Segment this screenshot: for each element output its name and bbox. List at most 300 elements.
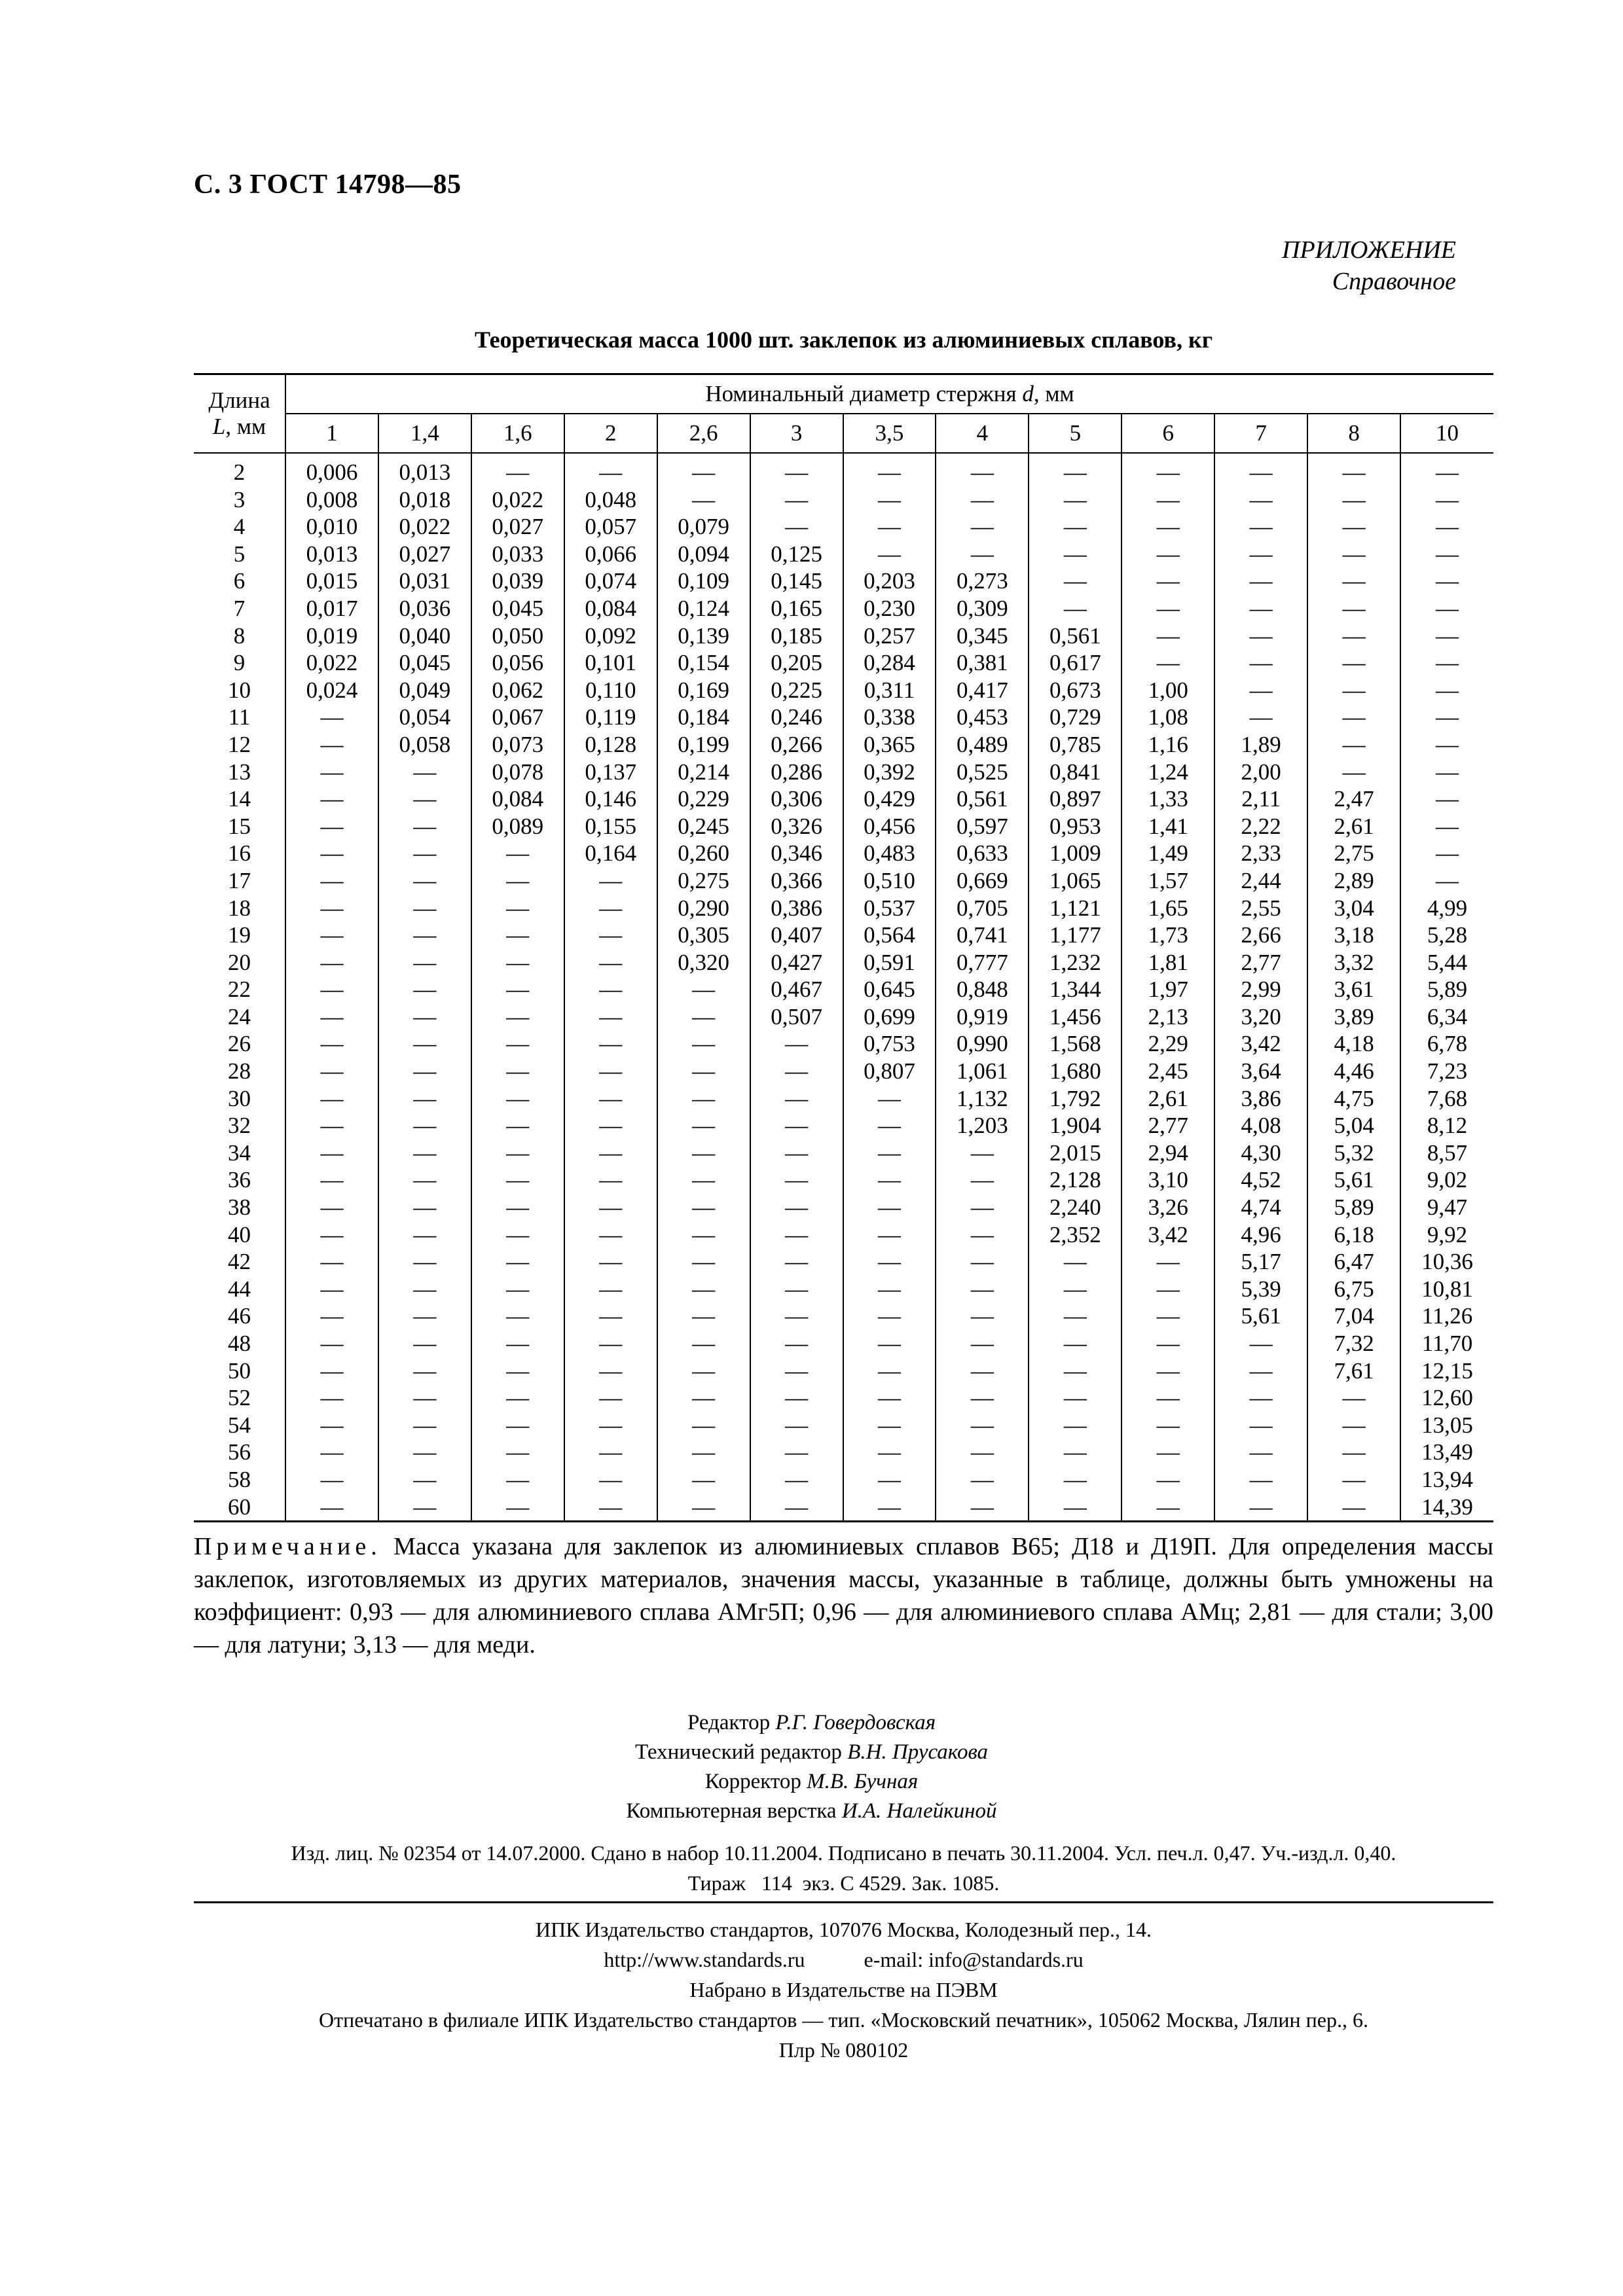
mass-cell: 0,019: [285, 622, 378, 650]
mass-cell: 0,561: [1029, 622, 1122, 650]
length-cell: 50: [228, 1357, 251, 1384]
mass-cell: 3,42: [1214, 1030, 1307, 1058]
credit-role: Корректор: [704, 1770, 807, 1793]
mass-cell: —: [1400, 759, 1493, 786]
mass-cell: —: [657, 1466, 750, 1494]
mass-cell: —: [1400, 704, 1493, 731]
mass-cell: 1,792: [1029, 1085, 1122, 1113]
mass-cell: 2,55: [1214, 895, 1307, 922]
mass-cell: —: [471, 1302, 564, 1330]
mass-cell: 0,199: [657, 731, 750, 759]
mass-cell: 13,49: [1400, 1439, 1493, 1466]
mass-cell: 1,89: [1214, 731, 1307, 759]
diameter-col-header: 3,5: [843, 414, 936, 453]
mass-cell: —: [378, 1357, 471, 1385]
mass-cell: —: [285, 759, 378, 786]
mass-cell: 0,050: [471, 622, 564, 650]
diameter-col-header: 2: [564, 414, 657, 453]
table-row: [194, 1330, 1493, 1357]
mass-cell: —: [378, 813, 471, 840]
mass-cell: 2,240: [1029, 1194, 1122, 1221]
length-header-var: L: [212, 414, 226, 439]
mass-cell: 0,184: [657, 704, 750, 731]
mass-cell: —: [1307, 595, 1400, 622]
mass-cell: 0,048: [564, 486, 657, 514]
mass-cell: 0,266: [750, 731, 843, 759]
mass-cell: —: [936, 1494, 1029, 1522]
table-row: [194, 1194, 1493, 1221]
mass-cell: —: [843, 1302, 936, 1330]
mass-cell: 0,145: [750, 567, 843, 595]
imprint-line1: Изд. лиц. № 02354 от 14.07.2000. Сдано в набор 10.11.2004. Подписано в печать 30.11.2004. Усл. печ.л. 0,47. Уч.-изд.л. 0,40.: [291, 1841, 1396, 1865]
length-cell: 6: [233, 568, 246, 594]
mass-cell: —: [285, 704, 378, 731]
mass-cell: —: [285, 895, 378, 922]
mass-cell: —: [1307, 486, 1400, 514]
mass-cell: 1,680: [1029, 1058, 1122, 1085]
mass-cell: —: [1122, 1384, 1214, 1412]
mass-cell: 6,47: [1307, 1248, 1400, 1276]
mass-cell: 0,537: [843, 895, 936, 922]
mass-cell: 1,121: [1029, 895, 1122, 922]
mass-cell: 0,467: [750, 976, 843, 1003]
table-row: [194, 813, 1493, 840]
table-row: [194, 677, 1493, 704]
credits: [0, 1708, 1623, 1826]
mass-cell: 0,039: [471, 567, 564, 595]
mass-cell: —: [564, 1248, 657, 1276]
mass-cell: 7,23: [1400, 1058, 1493, 1085]
length-cell: 12: [228, 731, 251, 757]
mass-cell: —: [1122, 1412, 1214, 1439]
mass-cell: —: [1307, 622, 1400, 650]
length-cell: 2: [233, 459, 246, 485]
mass-cell: —: [471, 1194, 564, 1221]
mass-cell: —: [564, 1412, 657, 1439]
mass-cell: —: [471, 1384, 564, 1412]
mass-cell: —: [1122, 622, 1214, 650]
mass-cell: 2,33: [1214, 840, 1307, 867]
mass-cell: 3,04: [1307, 895, 1400, 922]
table-row: [194, 649, 1493, 677]
mass-cell: —: [285, 731, 378, 759]
mass-cell: 0,346: [750, 840, 843, 867]
mass-cell: 0,230: [843, 595, 936, 622]
mass-cell: 0,124: [657, 595, 750, 622]
length-cell: 10: [228, 677, 251, 703]
length-cell: 38: [228, 1194, 251, 1221]
mass-cell: —: [1122, 486, 1214, 514]
mass-cell: —: [657, 1302, 750, 1330]
mass-cell: 12,60: [1400, 1384, 1493, 1412]
mass-cell: —: [1307, 731, 1400, 759]
mass-cell: —: [1214, 649, 1307, 677]
mass-cell: —: [1122, 453, 1214, 486]
mass-cell: 0,785: [1029, 731, 1122, 759]
mass-cell: —: [936, 1302, 1029, 1330]
mass-cell: 2,61: [1307, 813, 1400, 840]
mass-cell: —: [564, 1330, 657, 1357]
mass-cell: —: [1122, 567, 1214, 595]
mass-cell: 0,741: [936, 922, 1029, 949]
credit-editor: [0, 1708, 1623, 1738]
mass-cell: —: [657, 1166, 750, 1194]
mass-cell: —: [1400, 486, 1493, 514]
appendix-title: ПРИЛОЖЕНИЕ: [1282, 236, 1456, 264]
mass-cell: —: [657, 976, 750, 1003]
mass-cell: —: [657, 1085, 750, 1113]
mass-cell: 8,12: [1400, 1112, 1493, 1139]
mass-cell: 0,022: [471, 486, 564, 514]
mass-cell: —: [1307, 1384, 1400, 1412]
credit-name: В.Н. Прусакова: [847, 1740, 989, 1764]
mass-cell: 0,094: [657, 541, 750, 568]
mass-cell: —: [285, 1221, 378, 1249]
mass-cell: 0,309: [936, 595, 1029, 622]
mass-cell: 6,75: [1307, 1276, 1400, 1303]
mass-cell: 5,28: [1400, 922, 1493, 949]
mass-cell: 0,848: [936, 976, 1029, 1003]
mass-cell: 0,990: [936, 1030, 1029, 1058]
length-cell: 17: [228, 867, 251, 893]
mass-cell: —: [657, 1248, 750, 1276]
note-text: Масса указана для заклепок из алюминиевых сплавов В65; Д18 и Д19П. Для определения массы заклепок, изготовляемых из других материалов, значения массы, указанные в таблице, должны быть умножены на коэффициент: 0,93 — для алюминиевого сплава АМг5П; 0,96 — для алюминиевого сплава АМц; 2,81 — для стали; 3,00 — для латуни; 3,13 — для меди.: [194, 1533, 1493, 1659]
mass-cell: 0,597: [936, 813, 1029, 840]
mass-cell: —: [936, 1221, 1029, 1249]
note-label: Примечание.: [194, 1533, 382, 1560]
mass-cell: 0,084: [564, 595, 657, 622]
mass-cell: 1,232: [1029, 949, 1122, 977]
mass-cell: —: [285, 1003, 378, 1031]
mass-cell: —: [564, 1030, 657, 1058]
length-cell: 26: [228, 1031, 251, 1057]
mass-cell: —: [378, 895, 471, 922]
mass-cell: —: [378, 1030, 471, 1058]
mass-cell: 10,81: [1400, 1276, 1493, 1303]
mass-cell: —: [750, 1085, 843, 1113]
table-row: [194, 1276, 1493, 1303]
mass-cell: —: [1400, 785, 1493, 813]
mass-cell: —: [1400, 453, 1493, 486]
mass-cell: —: [285, 1058, 378, 1085]
mass-cell: 9,02: [1400, 1166, 1493, 1194]
length-cell: 7: [233, 595, 246, 621]
mass-cell: —: [1029, 453, 1122, 486]
mass-cell: —: [1214, 1466, 1307, 1494]
mass-cell: —: [1122, 1494, 1214, 1522]
mass-cell: 0,154: [657, 649, 750, 677]
mass-cell: —: [471, 1330, 564, 1357]
mass-cell: —: [564, 1439, 657, 1466]
mass-cell: —: [1400, 595, 1493, 622]
mass-cell: —: [936, 453, 1029, 486]
length-cell: 40: [228, 1221, 251, 1247]
diameter-col-header: 1,4: [378, 414, 471, 453]
mass-cell: —: [657, 1494, 750, 1522]
mass-cell: 0,036: [378, 595, 471, 622]
mass-cell: —: [1029, 541, 1122, 568]
length-cell: 42: [228, 1249, 251, 1275]
mass-cell: 3,64: [1214, 1058, 1307, 1085]
diameter-header-prefix: Номинальный диаметр стержня: [705, 381, 1023, 406]
mass-cell: —: [1122, 1302, 1214, 1330]
mass-cell: —: [750, 1330, 843, 1357]
mass-cell: 0,386: [750, 895, 843, 922]
mass-cell: 0,054: [378, 704, 471, 731]
mass-cell: —: [378, 1494, 471, 1522]
mass-cell: —: [285, 1439, 378, 1466]
mass-cell: 9,47: [1400, 1194, 1493, 1221]
mass-cell: —: [750, 1412, 843, 1439]
mass-cell: 0,320: [657, 949, 750, 977]
mass-cell: 0,897: [1029, 785, 1122, 813]
mass-cell: —: [657, 1276, 750, 1303]
length-cell: 34: [228, 1139, 251, 1166]
mass-cell: —: [657, 453, 750, 486]
length-cell: 19: [228, 922, 251, 948]
appendix-subtitle: Справочное: [1332, 268, 1456, 295]
footer-email[interactable]: e-mail: info@standards.ru: [864, 1948, 1084, 1971]
mass-cell: 0,110: [564, 677, 657, 704]
mass-cell: 0,338: [843, 704, 936, 731]
mass-cell: 2,22: [1214, 813, 1307, 840]
mass-cell: —: [657, 1330, 750, 1357]
table-row: [194, 1139, 1493, 1167]
credit-name: Р.Г. Говердовская: [775, 1711, 936, 1734]
table-row: [194, 541, 1493, 568]
mass-cell: 0,078: [471, 759, 564, 786]
mass-cell: —: [1029, 1466, 1122, 1494]
mass-cell: 0,564: [843, 922, 936, 949]
mass-cell: 0,169: [657, 677, 750, 704]
mass-cell: 0,165: [750, 595, 843, 622]
table-body: [194, 453, 1493, 1522]
mass-cell: 3,18: [1307, 922, 1400, 949]
table-row: [194, 567, 1493, 595]
mass-cell: —: [564, 453, 657, 486]
mass-cell: —: [936, 1139, 1029, 1167]
mass-cell: —: [378, 1003, 471, 1031]
mass-cell: 2,77: [1122, 1112, 1214, 1139]
mass-cell: —: [378, 1139, 471, 1167]
mass-cell: 11,70: [1400, 1330, 1493, 1357]
table-row: [194, 1357, 1493, 1385]
mass-cell: —: [564, 1058, 657, 1085]
mass-cell: —: [657, 1194, 750, 1221]
mass-cell: —: [285, 1194, 378, 1221]
diameter-col-header: 1,6: [471, 414, 564, 453]
mass-cell: 0,128: [564, 731, 657, 759]
table-row: [194, 486, 1493, 514]
mass-cell: —: [1307, 513, 1400, 541]
mass-cell: 0,306: [750, 785, 843, 813]
mass-cell: 0,510: [843, 867, 936, 895]
mass-cell: 0,633: [936, 840, 1029, 867]
length-cell: 60: [194, 1494, 285, 1522]
mass-cell: —: [564, 1003, 657, 1031]
mass-cell: 0,024: [285, 677, 378, 704]
footer-divider: [194, 1901, 1493, 1903]
mass-cell: 2,45: [1122, 1058, 1214, 1085]
mass-cell: —: [564, 1194, 657, 1221]
mass-cell: 1,456: [1029, 1003, 1122, 1031]
mass-cell: 0,525: [936, 759, 1029, 786]
mass-cell: —: [471, 1058, 564, 1085]
mass-cell: —: [843, 1139, 936, 1167]
mass-cell: —: [1307, 759, 1400, 786]
mass-cell: 5,39: [1214, 1276, 1307, 1303]
mass-cell: —: [1307, 704, 1400, 731]
mass-cell: —: [378, 1439, 471, 1466]
mass-cell: 2,29: [1122, 1030, 1214, 1058]
mass-cell: 0,205: [750, 649, 843, 677]
mass-cell: —: [1307, 1466, 1400, 1494]
diameter-header: [285, 374, 1493, 414]
mass-cell: —: [936, 1248, 1029, 1276]
mass-cell: —: [657, 486, 750, 514]
mass-cell: 1,16: [1122, 731, 1214, 759]
mass-cell: —: [378, 1112, 471, 1139]
mass-cell: —: [471, 1112, 564, 1139]
mass-cell: 3,32: [1307, 949, 1400, 977]
mass-cell: 0,125: [750, 541, 843, 568]
mass-cell: 6,18: [1307, 1221, 1400, 1249]
mass-cell: 11,26: [1400, 1302, 1493, 1330]
mass-cell: —: [936, 1194, 1029, 1221]
table-row: [194, 513, 1493, 541]
mass-cell: —: [471, 1494, 564, 1522]
mass-cell: 0,919: [936, 1003, 1029, 1031]
table-row: [194, 922, 1493, 949]
mass-cell: —: [843, 486, 936, 514]
mass-cell: —: [1029, 486, 1122, 514]
diameter-col-header: 4: [936, 414, 1029, 453]
length-cell: 32: [228, 1113, 251, 1139]
mass-cell: 1,009: [1029, 840, 1122, 867]
mass-cell: 3,61: [1307, 976, 1400, 1003]
mass-cell: 0,017: [285, 595, 378, 622]
mass-cell: —: [564, 867, 657, 895]
mass-cell: —: [471, 1248, 564, 1276]
mass-cell: —: [378, 1248, 471, 1276]
footer-url[interactable]: http://www.standards.ru: [604, 1948, 805, 1971]
mass-cell: —: [843, 1384, 936, 1412]
credit-name: И.А. Налейкиной: [841, 1799, 997, 1823]
mass-cell: —: [285, 1384, 378, 1412]
mass-cell: 0,092: [564, 622, 657, 650]
mass-cell: 2,00: [1214, 759, 1307, 786]
mass-cell: —: [1214, 622, 1307, 650]
mass-table: [194, 373, 1493, 1522]
mass-cell: 13,94: [1400, 1466, 1493, 1494]
credit-name: М.В. Бучная: [807, 1770, 919, 1793]
credit-layout: [0, 1797, 1623, 1826]
mass-cell: —: [285, 1276, 378, 1303]
mass-cell: 12,15: [1400, 1357, 1493, 1385]
mass-cell: —: [1400, 867, 1493, 895]
mass-cell: 0,146: [564, 785, 657, 813]
mass-cell: —: [378, 1221, 471, 1249]
credit-role: Компьютерная верстка: [626, 1799, 842, 1823]
mass-cell: 2,66: [1214, 922, 1307, 949]
appendix-label: [1282, 234, 1456, 297]
mass-cell: 4,30: [1214, 1139, 1307, 1167]
mass-cell: —: [1400, 541, 1493, 568]
table-row: [194, 949, 1493, 977]
mass-cell: 1,904: [1029, 1112, 1122, 1139]
mass-cell: 0,008: [285, 486, 378, 514]
mass-cell: 0,040: [378, 622, 471, 650]
mass-cell: 0,013: [285, 541, 378, 568]
mass-cell: —: [843, 1439, 936, 1466]
mass-cell: —: [285, 976, 378, 1003]
mass-cell: —: [1307, 1439, 1400, 1466]
length-cell: 13: [228, 759, 251, 785]
mass-cell: 0,013: [378, 453, 471, 486]
mass-cell: 0,617: [1029, 649, 1122, 677]
mass-cell: —: [657, 1030, 750, 1058]
table-row: [194, 976, 1493, 1003]
mass-cell: —: [471, 1139, 564, 1167]
length-header-line1: Длина: [208, 387, 270, 413]
mass-cell: —: [750, 1030, 843, 1058]
mass-cell: 1,065: [1029, 867, 1122, 895]
imprint: [194, 1838, 1493, 1898]
mass-cell: —: [471, 1276, 564, 1303]
mass-cell: —: [843, 1276, 936, 1303]
mass-cell: 10,36: [1400, 1248, 1493, 1276]
length-cell: 52: [228, 1385, 251, 1411]
mass-cell: —: [471, 1003, 564, 1031]
table-row: [194, 622, 1493, 650]
length-header-unit: , мм: [225, 414, 266, 439]
mass-cell: 0,407: [750, 922, 843, 949]
mass-cell: 1,177: [1029, 922, 1122, 949]
mass-cell: 0,392: [843, 759, 936, 786]
mass-cell: —: [750, 1139, 843, 1167]
mass-cell: 0,290: [657, 895, 750, 922]
diameter-col-header: 7: [1214, 414, 1307, 453]
mass-cell: —: [378, 976, 471, 1003]
mass-cell: —: [1122, 1248, 1214, 1276]
mass-cell: 0,305: [657, 922, 750, 949]
mass-cell: 0,022: [285, 649, 378, 677]
mass-cell: 0,109: [657, 567, 750, 595]
mass-cell: —: [1400, 622, 1493, 650]
mass-cell: —: [936, 1357, 1029, 1385]
mass-cell: —: [1214, 541, 1307, 568]
mass-cell: 0,033: [471, 541, 564, 568]
mass-cell: —: [936, 1439, 1029, 1466]
mass-cell: —: [1307, 541, 1400, 568]
mass-cell: —: [285, 867, 378, 895]
mass-cell: 1,568: [1029, 1030, 1122, 1058]
mass-cell: —: [657, 1357, 750, 1385]
mass-cell: 5,89: [1400, 976, 1493, 1003]
mass-cell: —: [843, 1221, 936, 1249]
mass-cell: 0,006: [285, 453, 378, 486]
mass-cell: 0,807: [843, 1058, 936, 1085]
mass-cell: —: [936, 1466, 1029, 1494]
mass-cell: 0,841: [1029, 759, 1122, 786]
mass-cell: 1,061: [936, 1058, 1029, 1085]
table-row: [194, 704, 1493, 731]
length-cell: 11: [228, 704, 251, 730]
length-cell: 54: [228, 1412, 251, 1438]
mass-cell: —: [1214, 1412, 1307, 1439]
mass-cell: —: [471, 1166, 564, 1194]
table-row: [194, 1384, 1493, 1412]
